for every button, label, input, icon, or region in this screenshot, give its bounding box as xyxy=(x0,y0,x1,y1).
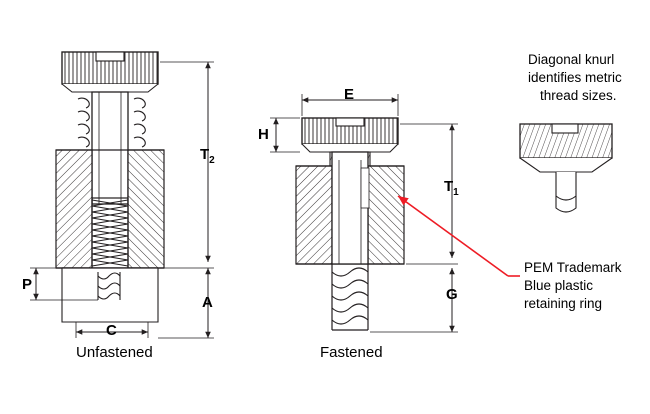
dim-label-H: H xyxy=(258,126,269,143)
trademark-note-line-1: PEM Trademark xyxy=(524,260,622,275)
fastened-assembly xyxy=(270,94,458,332)
knurl-note-line-1: Diagonal knurl xyxy=(528,52,615,67)
knurl-note-line-3: thread sizes. xyxy=(540,88,617,103)
trademark-note-line-2: Blue plastic xyxy=(524,278,594,293)
dim-label-T1: $T_1$ xyxy=(444,178,459,198)
dim-label-C: C xyxy=(106,322,117,339)
dim-label-T2: $T_2$ xyxy=(200,146,215,166)
caption-fastened: Fastened xyxy=(320,344,383,361)
dim-label-A: A xyxy=(202,294,213,311)
trademark-note-line-3: retaining ring xyxy=(524,296,603,311)
unfastened-assembly xyxy=(30,52,214,338)
dim-label-G: G xyxy=(446,286,458,303)
diagonal-knurl-detail xyxy=(520,124,612,212)
caption-unfastened: Unfastened xyxy=(76,344,153,361)
knurl-note-line-2: identifies metric xyxy=(528,70,622,85)
dim-label-E: E xyxy=(344,86,355,103)
dim-label-P: P xyxy=(22,276,33,293)
